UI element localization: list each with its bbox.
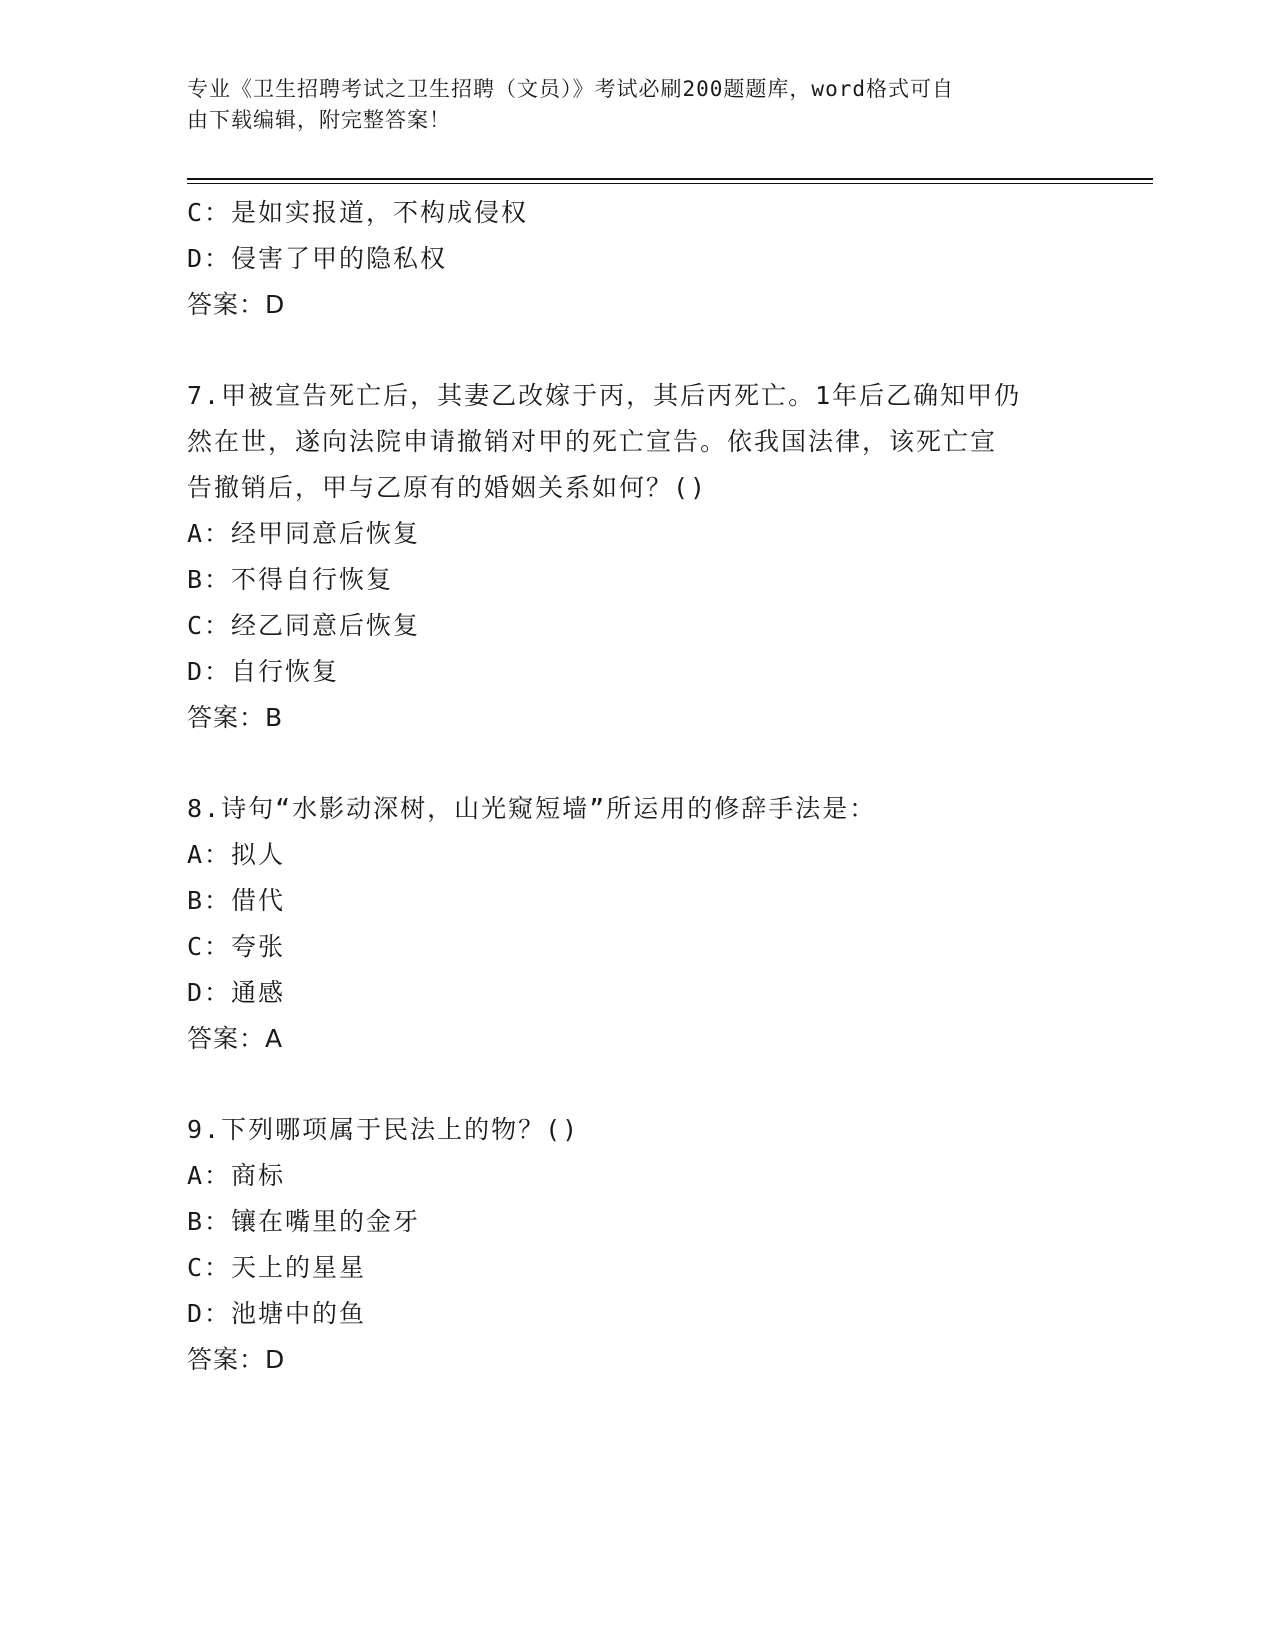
option-b: B：镶在嘴里的金牙 — [187, 1207, 421, 1236]
question-stem-line-3: 告撤销后，甲与乙原有的婚姻关系如何？() — [187, 473, 708, 502]
question-stem-line-1: 7.甲被宣告死亡后，其妻乙改嫁于丙，其后丙死亡。1年后乙确知甲仍 — [187, 381, 1022, 410]
option-d: D：侵害了甲的隐私权 — [187, 244, 448, 273]
answer-line: 答案：D — [187, 1345, 286, 1374]
header-line-1: 专业《卫生招聘考试之卫生招聘（文员）》考试必刷200题题库，word格式可自 — [187, 77, 954, 101]
spacer — [187, 328, 1087, 373]
answer-line: 答案：B — [187, 703, 284, 732]
option-d: D：通感 — [187, 978, 286, 1007]
header-rule-thin — [187, 183, 1153, 184]
question-9 — [187, 1107, 1087, 1383]
question-stem-line-1: 9.下列哪项属于民法上的物？() — [187, 1115, 580, 1144]
question-stem-line-2: 然在世，遂向法院申请撤销对甲的死亡宣告。依我国法律，该死亡宣 — [187, 427, 998, 456]
option-c: C：是如实报道，不构成侵权 — [187, 198, 529, 227]
question-8 — [187, 786, 1087, 1062]
option-b: B：不得自行恢复 — [187, 565, 394, 594]
option-a: A：经甲同意后恢复 — [187, 519, 421, 548]
question-7 — [187, 373, 1087, 741]
spacer — [187, 741, 1087, 786]
option-c: C：经乙同意后恢复 — [187, 611, 421, 640]
option-d: D：自行恢复 — [187, 657, 340, 686]
option-a: A：拟人 — [187, 840, 286, 869]
question-6 — [187, 190, 1087, 328]
answer-line: 答案：D — [187, 290, 286, 319]
question-list — [187, 190, 1087, 1383]
option-c: C：夸张 — [187, 932, 286, 961]
option-c: C：天上的星星 — [187, 1253, 367, 1282]
header-rule-thick — [187, 178, 1153, 180]
spacer — [187, 1062, 1087, 1107]
question-stem-line-1: 8.诗句“水影动深树，山光窥短墙”所运用的修辞手法是： — [187, 794, 877, 823]
option-d: D：池塘中的鱼 — [187, 1299, 367, 1328]
option-a: A：商标 — [187, 1161, 286, 1190]
option-b: B：借代 — [187, 886, 286, 915]
page-header — [187, 74, 1067, 136]
header-line-2: 由下载编辑，附完整答案！ — [187, 108, 451, 132]
answer-line: 答案：A — [187, 1024, 284, 1053]
